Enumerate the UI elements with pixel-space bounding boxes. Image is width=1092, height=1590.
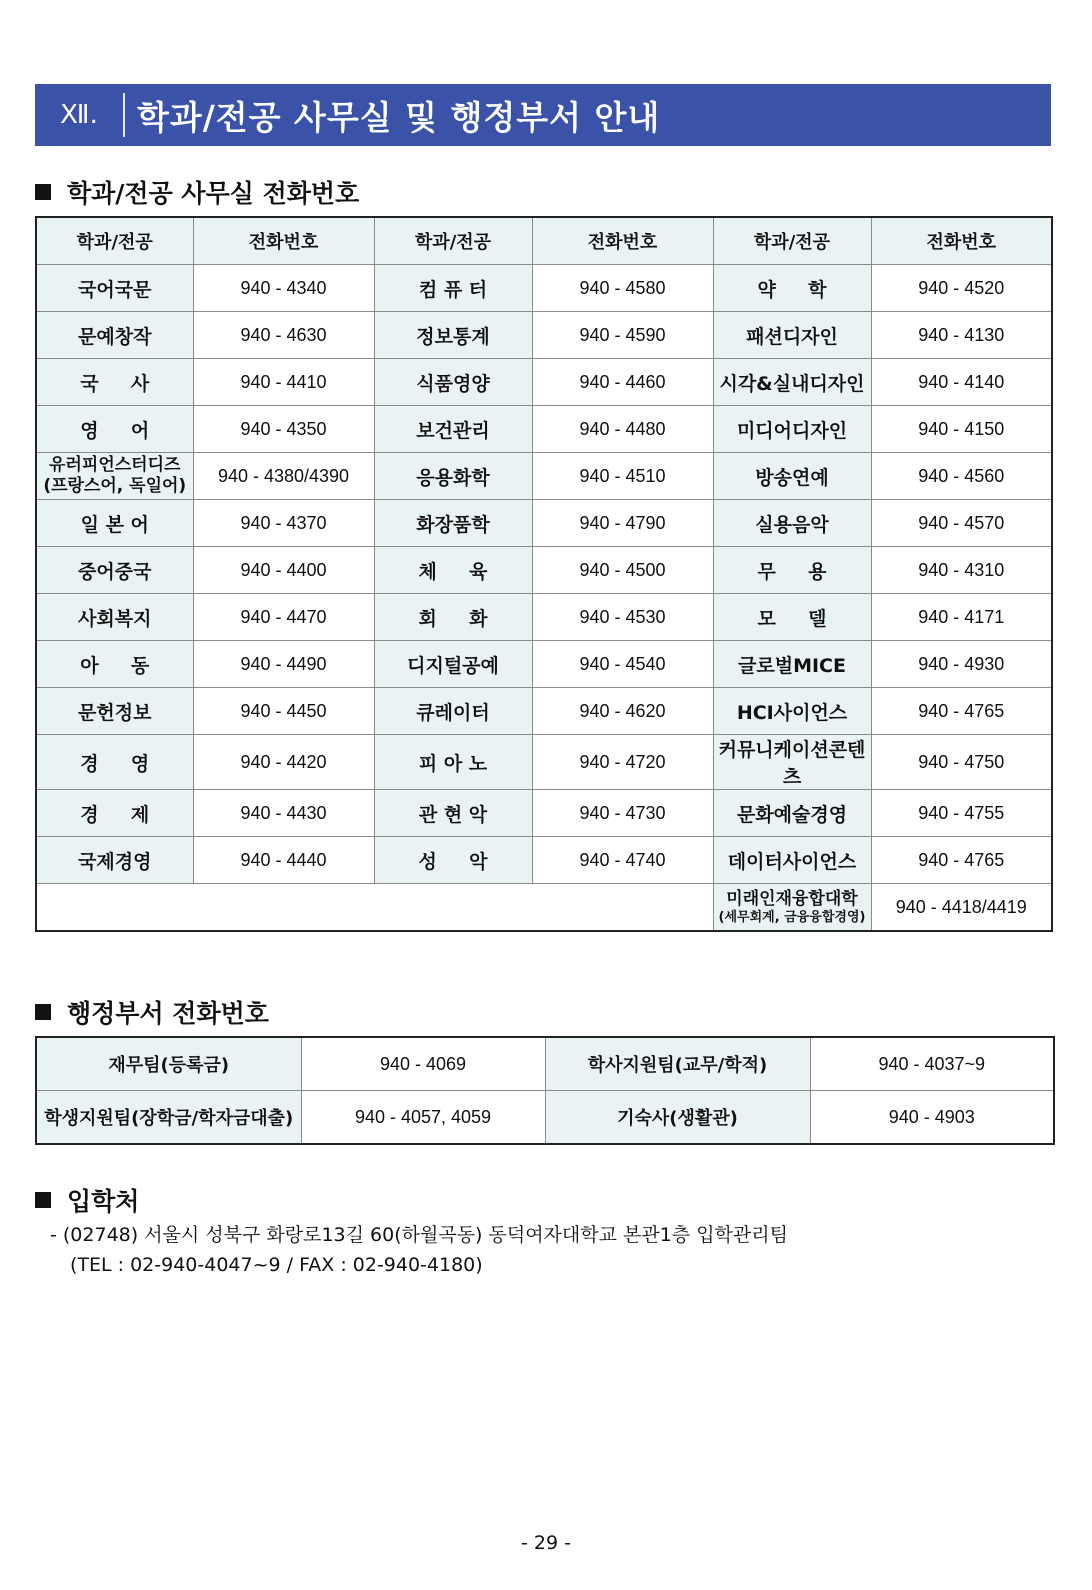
phone-cell: 940 - 4490 <box>193 641 374 688</box>
phone-cell: 940 - 4903 <box>810 1091 1054 1145</box>
dept-name-cell: 패션디자인 <box>713 312 871 359</box>
dept-name-cell: 중어중국 <box>36 547 193 594</box>
phone-cell: 940 - 4480 <box>532 406 713 453</box>
table-row <box>36 312 1052 359</box>
dept-name-line: (프랑스어, 독일어) <box>43 476 187 496</box>
dept-name-cell: 방송연예 <box>713 453 871 500</box>
page-title: 학과/전공 사무실 및 행정부서 안내 <box>137 97 661 137</box>
office-name-cell: 기숙사(생활관) <box>545 1091 810 1145</box>
dept-name-cell: 국제경영 <box>36 837 193 884</box>
dept-phone-table <box>35 216 1053 932</box>
dept-name-cell: 문헌정보 <box>36 688 193 735</box>
dept-name-cell: 식품영양 <box>374 359 532 406</box>
phone-cell: 940 - 4460 <box>532 359 713 406</box>
dept-name-cell: 글로벌MICE <box>713 641 871 688</box>
dept-name-cell: 시각&실내디자인 <box>713 359 871 406</box>
admission-contact: (TEL : 02-940-4047~9 / FAX : 02-940-4180) <box>70 1254 483 1276</box>
section-heading-admission: 입학처 <box>35 1182 139 1218</box>
dept-name-cell: 데이터사이언스 <box>713 837 871 884</box>
phone-cell: 940 - 4410 <box>193 359 374 406</box>
phone-cell: 940 - 4057, 4059 <box>301 1091 545 1145</box>
dept-name-cell: 미디어디자인 <box>713 406 871 453</box>
phone-cell: 940 - 4580 <box>532 265 713 312</box>
dept-name-cell: HCI사이언스 <box>713 688 871 735</box>
square-bullet-icon <box>35 1004 51 1020</box>
dept-name-cell: 컴 퓨 터 <box>374 265 532 312</box>
phone-cell: 940 - 4140 <box>871 359 1052 406</box>
phone-cell: 940 - 4630 <box>193 312 374 359</box>
dept-name-cell <box>36 453 193 500</box>
phone-cell: 940 - 4930 <box>871 641 1052 688</box>
phone-cell: 940 - 4510 <box>532 453 713 500</box>
phone-cell: 940 - 4450 <box>193 688 374 735</box>
dept-name-cell: 국어국문 <box>36 265 193 312</box>
phone-cell: 940 - 4530 <box>532 594 713 641</box>
page-number: - 29 - <box>521 1532 571 1554</box>
phone-cell: 940 - 4790 <box>532 500 713 547</box>
dept-name-cell: 실용음악 <box>713 500 871 547</box>
phone-cell: 940 - 4400 <box>193 547 374 594</box>
phone-cell: 940 - 4520 <box>871 265 1052 312</box>
phone-cell: 940 - 4730 <box>532 790 713 837</box>
table-row <box>36 884 1052 932</box>
column-header: 학과/전공 <box>713 217 871 265</box>
column-header: 전화번호 <box>532 217 713 265</box>
phone-cell: 940 - 4370 <box>193 500 374 547</box>
table-row <box>36 265 1052 312</box>
table-row <box>36 688 1052 735</box>
table-row <box>36 594 1052 641</box>
phone-cell: 940 - 4765 <box>871 688 1052 735</box>
phone-cell: 940 - 4150 <box>871 406 1052 453</box>
dept-name-cell: 화장품학 <box>374 500 532 547</box>
phone-cell: 940 - 4620 <box>532 688 713 735</box>
table-row <box>36 359 1052 406</box>
phone-cell: 940 - 4765 <box>871 837 1052 884</box>
phone-cell: 940 - 4380/4390 <box>193 453 374 500</box>
dept-name-sub: (세무회계, 금융융합경영) <box>718 909 866 925</box>
phone-cell: 940 - 4430 <box>193 790 374 837</box>
table-row <box>36 641 1052 688</box>
phone-cell: 940 - 4130 <box>871 312 1052 359</box>
dept-name-cell: 국 사 <box>36 359 193 406</box>
office-name-cell: 학생지원팀(장학금/학자금대출) <box>36 1091 301 1145</box>
table-row <box>36 735 1052 790</box>
dept-name-cell: 모 델 <box>713 594 871 641</box>
table-row <box>36 500 1052 547</box>
dept-name-cell: 관 현 악 <box>374 790 532 837</box>
table-row <box>36 1037 1054 1091</box>
dept-name-cell: 성 악 <box>374 837 532 884</box>
office-name-cell: 재무팀(등록금) <box>36 1037 301 1091</box>
phone-cell: 940 - 4069 <box>301 1037 545 1091</box>
phone-cell: 940 - 4540 <box>532 641 713 688</box>
dept-name-cell: 피 아 노 <box>374 735 532 790</box>
phone-cell: 940 - 4350 <box>193 406 374 453</box>
empty-cell <box>36 884 713 932</box>
phone-cell: 940 - 4750 <box>871 735 1052 790</box>
admission-address: - (02748) 서울시 성북구 화랑로13길 60(하월곡동) 동덕여자대학교 본관1층 입학관리팀 <box>50 1224 788 1246</box>
dept-name-cell: 보건관리 <box>374 406 532 453</box>
dept-name-cell: 큐레이터 <box>374 688 532 735</box>
column-header: 학과/전공 <box>374 217 532 265</box>
phone-cell: 940 - 4420 <box>193 735 374 790</box>
column-header: 전화번호 <box>871 217 1052 265</box>
dept-name-cell: 무 용 <box>713 547 871 594</box>
dept-name-cell: 경 영 <box>36 735 193 790</box>
table-header-row <box>36 217 1052 265</box>
dept-name-cell: 회 화 <box>374 594 532 641</box>
dept-name-cell <box>713 884 871 932</box>
square-bullet-icon <box>35 184 51 200</box>
dept-name-cell: 커뮤니케이션콘텐츠 <box>713 735 871 790</box>
dept-name-cell: 아 동 <box>36 641 193 688</box>
square-bullet-icon <box>35 1192 51 1208</box>
dept-name-cell: 약 학 <box>713 265 871 312</box>
phone-cell: 940 - 4500 <box>532 547 713 594</box>
dept-name-cell: 문예창작 <box>36 312 193 359</box>
dept-name-cell: 일 본 어 <box>36 500 193 547</box>
title-bar <box>35 84 1051 146</box>
table-row <box>36 837 1052 884</box>
phone-cell: 940 - 4720 <box>532 735 713 790</box>
section-heading-admin: 행정부서 전화번호 <box>35 994 269 1030</box>
chapter-number: Ⅻ. <box>35 93 125 137</box>
admission-info <box>50 1220 788 1280</box>
dept-name-cell: 정보통계 <box>374 312 532 359</box>
table-row <box>36 1091 1054 1145</box>
dept-name-cell: 경 제 <box>36 790 193 837</box>
dept-name-line: 유러피언스터디즈 <box>49 455 181 475</box>
office-name-cell: 학사지원팀(교무/학적) <box>545 1037 810 1091</box>
section-heading-dept: 학과/전공 사무실 전화번호 <box>35 174 359 210</box>
phone-cell: 940 - 4310 <box>871 547 1052 594</box>
phone-cell: 940 - 4470 <box>193 594 374 641</box>
table-row <box>36 406 1052 453</box>
table-row <box>36 453 1052 500</box>
phone-cell: 940 - 4570 <box>871 500 1052 547</box>
table-row <box>36 790 1052 837</box>
dept-name-cell: 영 어 <box>36 406 193 453</box>
phone-cell: 940 - 4440 <box>193 837 374 884</box>
phone-cell: 940 - 4590 <box>532 312 713 359</box>
dept-name-cell: 디지털공예 <box>374 641 532 688</box>
dept-name-cell: 사회복지 <box>36 594 193 641</box>
column-header: 학과/전공 <box>36 217 193 265</box>
column-header: 전화번호 <box>193 217 374 265</box>
phone-cell: 940 - 4171 <box>871 594 1052 641</box>
admin-phone-table <box>35 1036 1055 1145</box>
dept-name-cell: 응용화학 <box>374 453 532 500</box>
phone-cell: 940 - 4418/4419 <box>871 884 1052 932</box>
phone-cell: 940 - 4560 <box>871 453 1052 500</box>
phone-cell: 940 - 4740 <box>532 837 713 884</box>
phone-cell: 940 - 4340 <box>193 265 374 312</box>
dept-name-cell: 체 육 <box>374 547 532 594</box>
table-row <box>36 547 1052 594</box>
dept-name-line: 미래인재융합대학 <box>726 888 858 909</box>
dept-name-cell: 문화예술경영 <box>713 790 871 837</box>
phone-cell: 940 - 4755 <box>871 790 1052 837</box>
phone-cell: 940 - 4037~9 <box>810 1037 1054 1091</box>
